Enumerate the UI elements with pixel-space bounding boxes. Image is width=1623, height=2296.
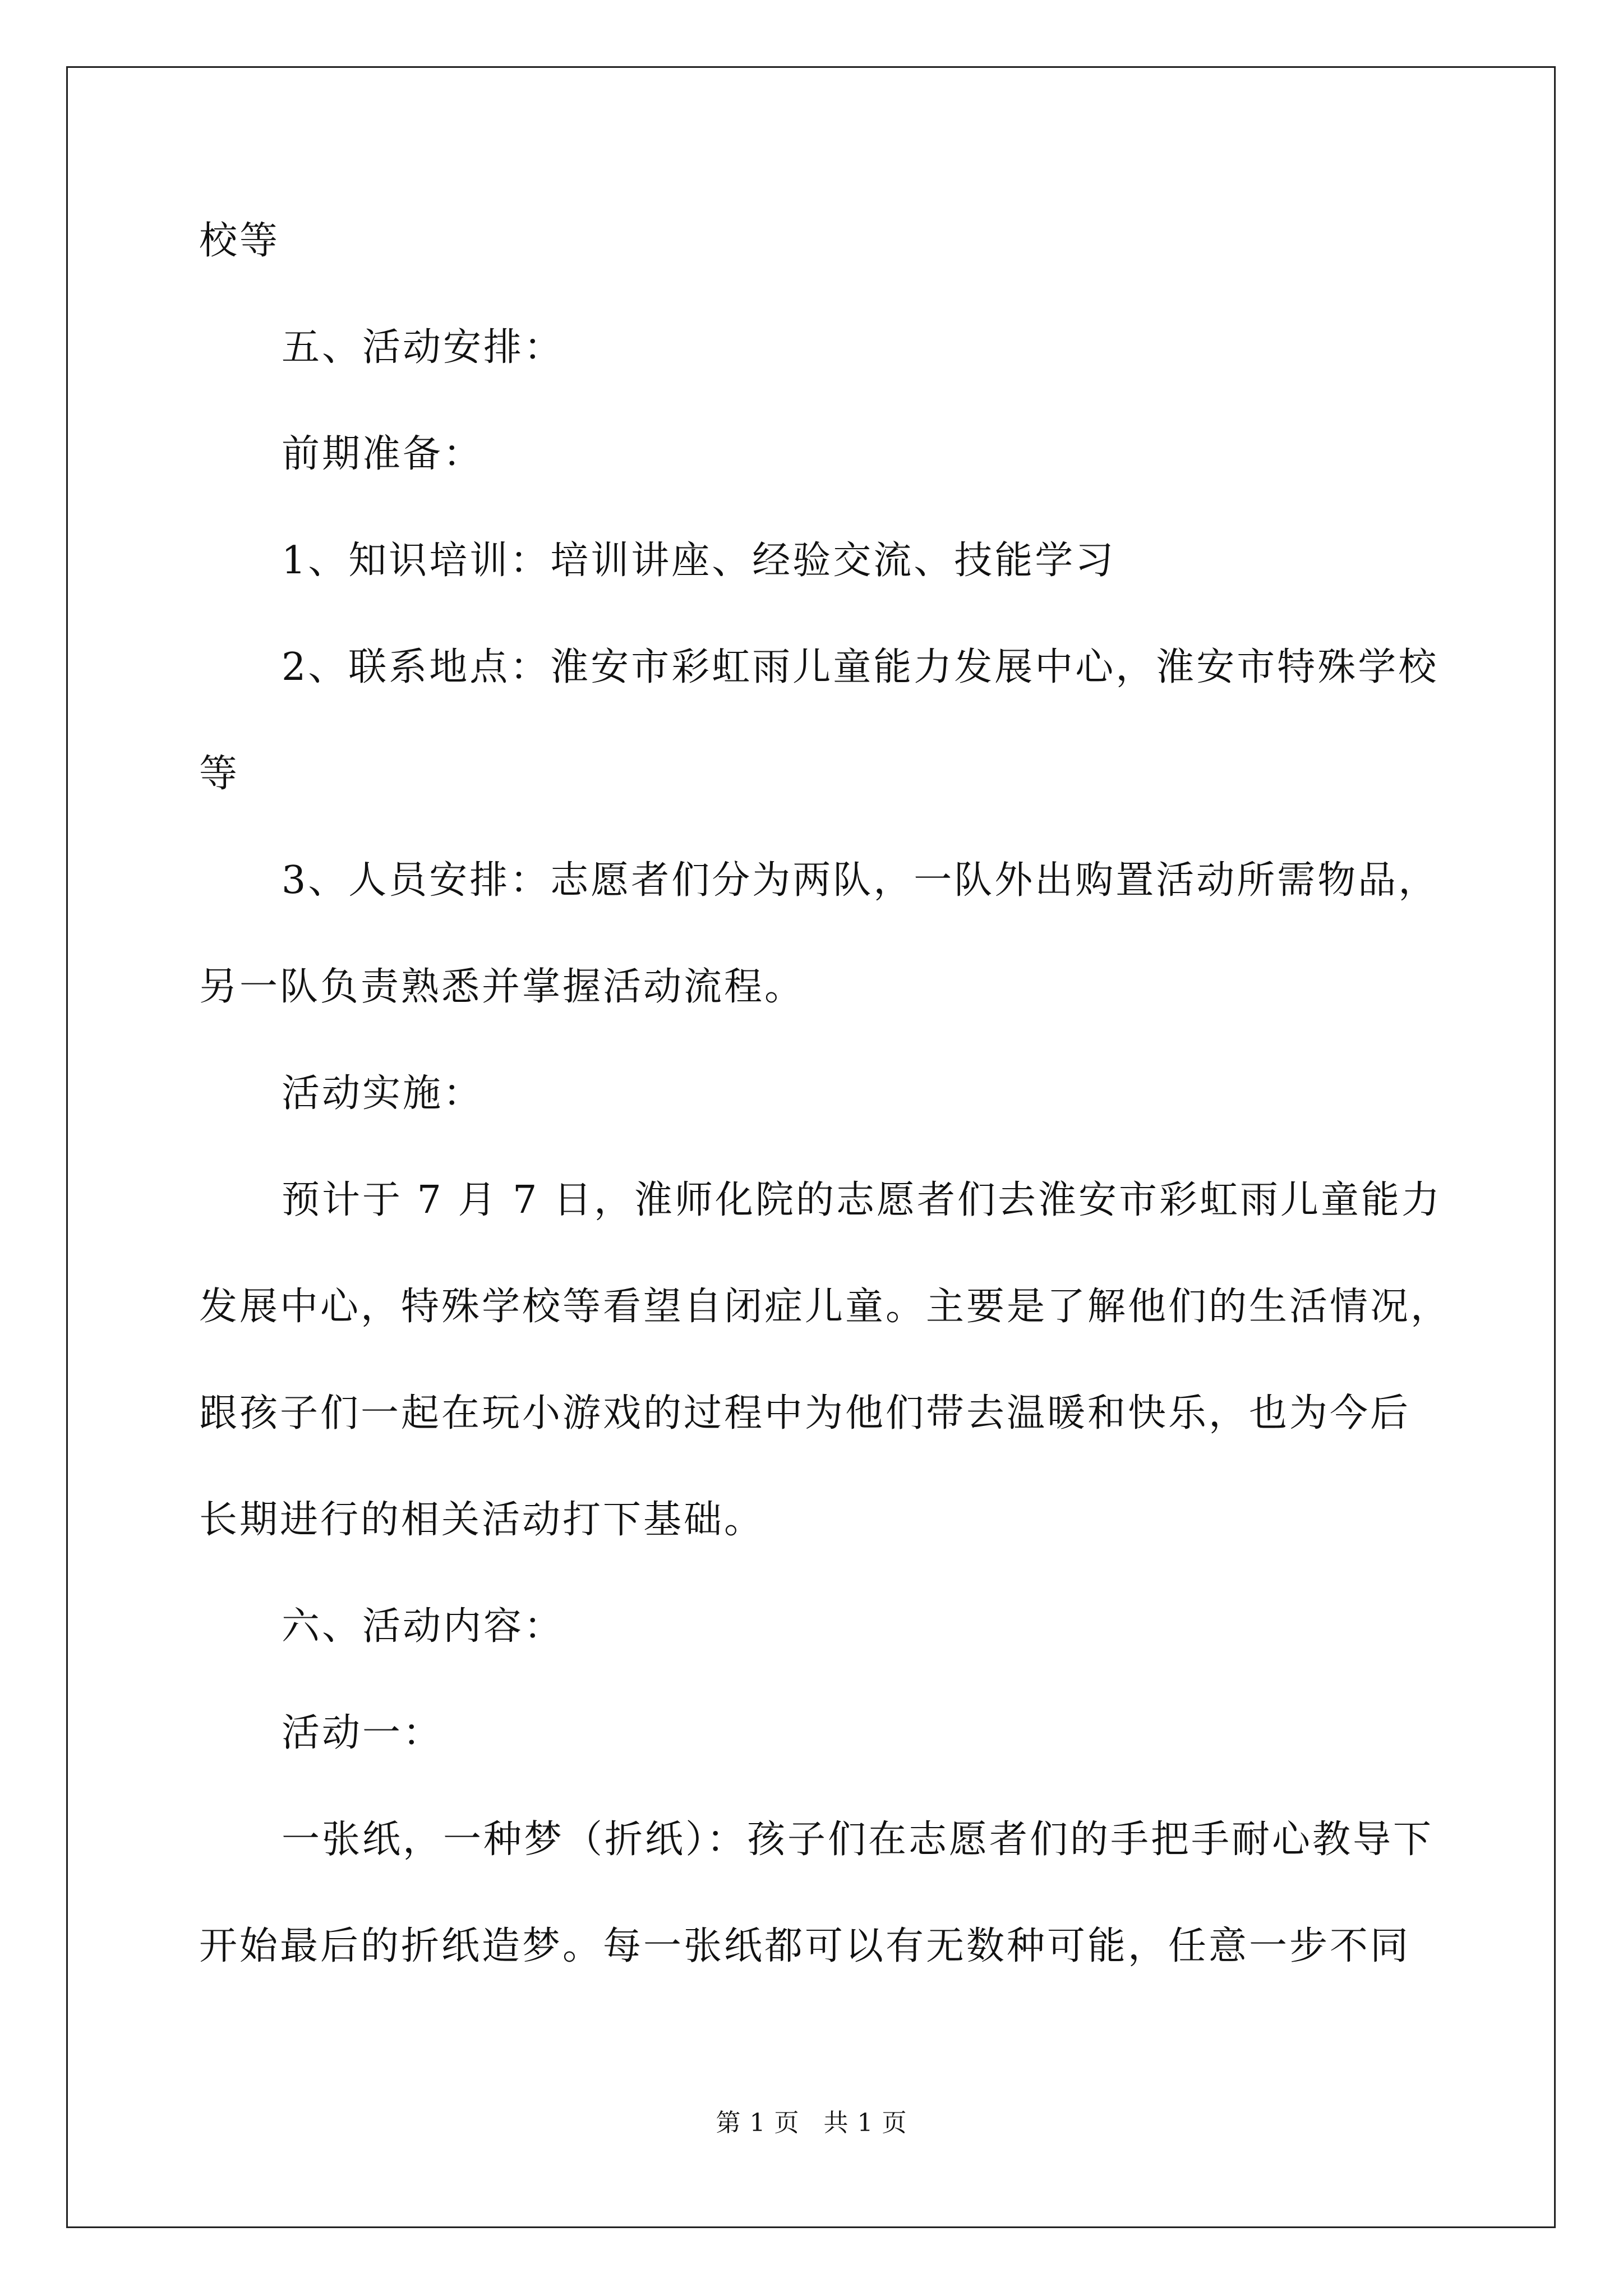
text-line-5: 2、联系地点：淮安市彩虹雨儿童能力发展中心，淮安市特殊学校 xyxy=(282,645,1439,689)
subheading-preparation: 前期准备： xyxy=(282,432,484,476)
text-line-11: 发展中心，特殊学校等看望自闭症儿童。主要是了解他们的生活情况， xyxy=(199,1285,1451,1329)
text-line-6: 等 xyxy=(199,752,240,796)
text-line-13: 长期进行的相关活动打下基础。 xyxy=(199,1498,765,1542)
subheading-activity-one: 活动一： xyxy=(282,1711,444,1755)
text-line-10: 预计于 7 月 7 日，淮师化院的志愿者们去淮安市彩虹雨儿童能力 xyxy=(282,1178,1442,1222)
subheading-implementation: 活动实施： xyxy=(282,1071,484,1116)
page-number-current: 第 1 页 xyxy=(716,2109,800,2137)
page-number-total: 共 1 页 xyxy=(823,2109,907,2137)
section-heading-content: 六、活动内容： xyxy=(282,1604,565,1649)
section-heading-arrangement: 五、活动安排： xyxy=(282,325,565,370)
text-line-17: 开始最后的折纸造梦。每一张纸都可以有无数种可能，任意一步不同 xyxy=(199,1924,1411,1968)
text-line-16: 一张纸，一种梦（折纸）：孩子们在志愿者们的手把手耐心教导下 xyxy=(282,1818,1434,1862)
text-line-4: 1、知识培训：培训讲座、经验交流、技能学习 xyxy=(282,539,1116,583)
text-line-8: 另一队负责熟悉并掌握活动流程。 xyxy=(199,965,805,1009)
text-line-12: 跟孩子们一起在玩小游戏的过程中为他们带去温暖和快乐，也为今后 xyxy=(199,1391,1411,1435)
page-border xyxy=(66,66,1556,2228)
text-line-1: 校等 xyxy=(199,219,280,263)
page-footer xyxy=(0,2106,1623,2140)
text-line-7: 3、人员安排：志愿者们分为两队，一队外出购置活动所需物品， xyxy=(282,858,1439,903)
